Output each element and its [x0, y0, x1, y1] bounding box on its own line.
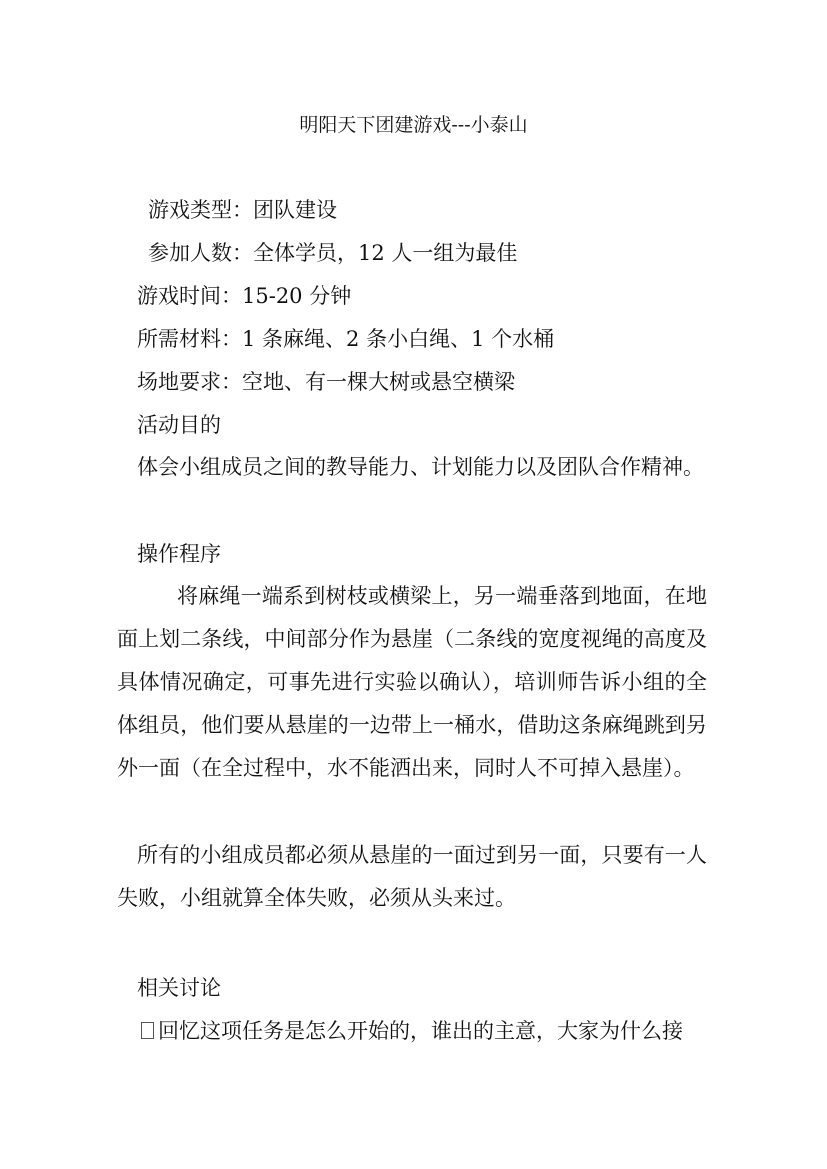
purpose-paragraph: 体会小组成员之间的教导能力、计划能力以及团队合作精神。: [137, 455, 704, 479]
procedure-paragraph-1: 将麻绳一端系到树枝或横梁上，另一端垂落到地面，在地面上划二条线，中间部分作为悬崖（二条线的宽度视绳的高度及具体情况确定，可事先进行实验以确认），培训师告诉小组的全体组员，他们要从悬崖的一边带上一桶水，借助这条麻绳跳到另外一面（在全过程中，水不能洒出来，同时人不可掉入悬崖）。: [117, 584, 707, 780]
game-type-line: 游戏类型：团队建设: [148, 198, 337, 222]
materials-line: 所需材料：1 条麻绳、2 条小白绳、1 个水桶: [137, 327, 555, 351]
duration-line: 游戏时间：15-20 分钟: [137, 284, 352, 308]
procedure-paragraph-2: 所有的小组成员都必须从悬崖的一面过到另一面，只要有一人失败，小组就算全体失败，必须从头来过。: [117, 843, 707, 910]
discussion-item-text: 回忆这项任务是怎么开始的，谁出的主意，大家为什么接: [158, 1019, 683, 1043]
discussion-item: [141, 1016, 683, 1046]
participants-line: 参加人数：全体学员，12 人一组为最佳: [148, 241, 518, 265]
document-title: 明阳天下团建游戏---小泰山: [299, 114, 528, 136]
checkbox-icon: [141, 1022, 154, 1039]
venue-line: 场地要求：空地、有一棵大树或悬空横梁: [137, 370, 515, 394]
procedure-heading: 操作程序: [137, 542, 221, 566]
purpose-heading: 活动目的: [137, 413, 221, 437]
discussion-heading: 相关讨论: [137, 976, 221, 1000]
